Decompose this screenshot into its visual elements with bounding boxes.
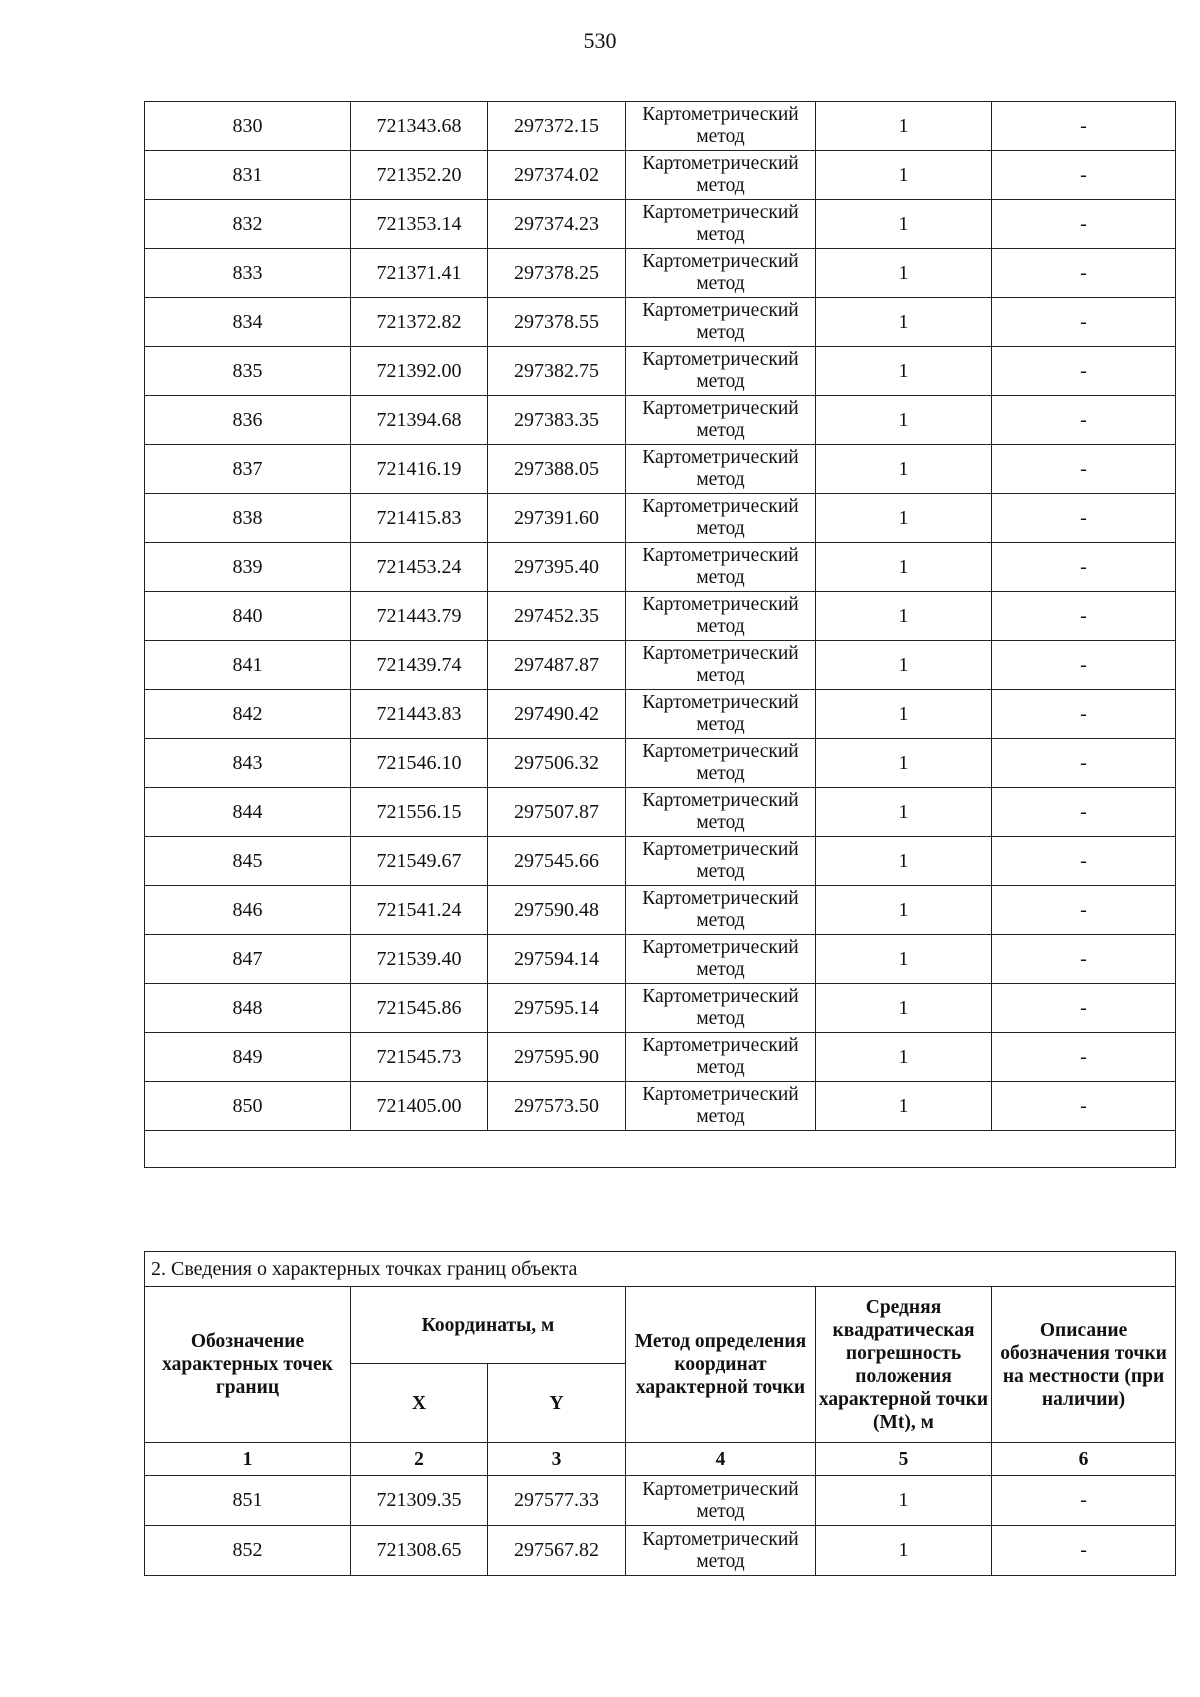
cell-method: Картометрический метод	[626, 200, 816, 249]
cell-method: Картометрический метод	[626, 739, 816, 788]
cell-accuracy: 1	[816, 396, 992, 445]
cell-method: Картометрический метод	[626, 935, 816, 984]
cell-description: -	[992, 886, 1176, 935]
cell-description: -	[992, 1033, 1176, 1082]
cell-accuracy: 1	[816, 641, 992, 690]
cell-point-id: 843	[145, 739, 351, 788]
table-row	[145, 984, 1176, 1033]
table-row	[145, 935, 1176, 984]
cell-point-id: 851	[145, 1476, 351, 1526]
boundary-points-table	[144, 1251, 1176, 1576]
column-number: 3	[488, 1443, 626, 1476]
cell-accuracy: 1	[816, 837, 992, 886]
cell-y: 297388.05	[488, 445, 626, 494]
cell-method: Картометрический метод	[626, 984, 816, 1033]
cell-method: Картометрический метод	[626, 102, 816, 151]
cell-y: 297573.50	[488, 1082, 626, 1131]
cell-y: 297595.90	[488, 1033, 626, 1082]
cell-x: 721439.74	[351, 641, 488, 690]
cell-description: -	[992, 837, 1176, 886]
cell-y: 297374.02	[488, 151, 626, 200]
column-number: 4	[626, 1443, 816, 1476]
cell-description: -	[992, 102, 1176, 151]
cell-accuracy: 1	[816, 1476, 992, 1526]
cell-y: 297577.33	[488, 1476, 626, 1526]
cell-x: 721545.73	[351, 1033, 488, 1082]
cell-x: 721453.24	[351, 543, 488, 592]
cell-accuracy: 1	[816, 1526, 992, 1576]
cell-x: 721352.20	[351, 151, 488, 200]
cell-method: Картометрический метод	[626, 788, 816, 837]
cell-y: 297378.55	[488, 298, 626, 347]
cell-method: Картометрический метод	[626, 1476, 816, 1526]
header-description: Описание обозначения точки на местности (при наличии)	[992, 1287, 1176, 1443]
table-row	[145, 445, 1176, 494]
cell-y: 297391.60	[488, 494, 626, 543]
section-title: 2. Сведения о характерных точках границ объекта	[145, 1252, 1176, 1287]
cell-method: Картометрический метод	[626, 151, 816, 200]
cell-accuracy: 1	[816, 788, 992, 837]
cell-point-id: 845	[145, 837, 351, 886]
column-number: 1	[145, 1443, 351, 1476]
cell-description: -	[992, 788, 1176, 837]
cell-point-id: 841	[145, 641, 351, 690]
column-numbers-row	[145, 1443, 1176, 1476]
cell-point-id: 839	[145, 543, 351, 592]
header-point-designation: Обозначение характерных точек границ	[145, 1287, 351, 1443]
cell-description: -	[992, 592, 1176, 641]
cell-description: -	[992, 494, 1176, 543]
cell-point-id: 830	[145, 102, 351, 151]
cell-accuracy: 1	[816, 984, 992, 1033]
cell-x: 721415.83	[351, 494, 488, 543]
cell-y: 297545.66	[488, 837, 626, 886]
cell-method: Картометрический метод	[626, 347, 816, 396]
cell-method: Картометрический метод	[626, 1526, 816, 1576]
cell-point-id: 852	[145, 1526, 351, 1576]
cell-x: 721308.65	[351, 1526, 488, 1576]
cell-x: 721353.14	[351, 200, 488, 249]
cell-accuracy: 1	[816, 690, 992, 739]
cell-point-id: 838	[145, 494, 351, 543]
header-coordinates: Координаты, м	[351, 1287, 626, 1364]
cell-method: Картометрический метод	[626, 641, 816, 690]
table-row	[145, 298, 1176, 347]
cell-accuracy: 1	[816, 347, 992, 396]
table-row	[145, 1033, 1176, 1082]
cell-point-id: 850	[145, 1082, 351, 1131]
cell-method: Картометрический метод	[626, 837, 816, 886]
cell-method: Картометрический метод	[626, 690, 816, 739]
cell-x: 721549.67	[351, 837, 488, 886]
cell-point-id: 846	[145, 886, 351, 935]
cell-point-id: 836	[145, 396, 351, 445]
cell-accuracy: 1	[816, 935, 992, 984]
cell-point-id: 837	[145, 445, 351, 494]
cell-accuracy: 1	[816, 543, 992, 592]
cell-method: Картометрический метод	[626, 249, 816, 298]
cell-y: 297372.15	[488, 102, 626, 151]
boundary-points-table-body	[145, 1476, 1176, 1576]
cell-accuracy: 1	[816, 249, 992, 298]
cell-point-id: 844	[145, 788, 351, 837]
cell-point-id: 835	[145, 347, 351, 396]
cell-y: 297487.87	[488, 641, 626, 690]
table-row	[145, 641, 1176, 690]
cell-y: 297490.42	[488, 690, 626, 739]
cell-description: -	[992, 347, 1176, 396]
cell-method: Картометрический метод	[626, 396, 816, 445]
cell-description: -	[992, 739, 1176, 788]
cell-x: 721394.68	[351, 396, 488, 445]
cell-y: 297374.23	[488, 200, 626, 249]
cell-accuracy: 1	[816, 102, 992, 151]
table-row	[145, 494, 1176, 543]
cell-method: Картометрический метод	[626, 1033, 816, 1082]
column-number: 6	[992, 1443, 1176, 1476]
cell-point-id: 832	[145, 200, 351, 249]
cell-y: 297378.25	[488, 249, 626, 298]
cell-description: -	[992, 984, 1176, 1033]
cell-y: 297594.14	[488, 935, 626, 984]
cell-x: 721443.79	[351, 592, 488, 641]
cell-point-id: 834	[145, 298, 351, 347]
column-number: 2	[351, 1443, 488, 1476]
header-method: Метод определения координат характерной точки	[626, 1287, 816, 1443]
cell-description: -	[992, 200, 1176, 249]
cell-description: -	[992, 641, 1176, 690]
column-number: 5	[816, 1443, 992, 1476]
cell-method: Картометрический метод	[626, 1082, 816, 1131]
header-accuracy: Средняя квадратическая погрешность положения характерной точки (Mt), м	[816, 1287, 992, 1443]
cell-x: 721405.00	[351, 1082, 488, 1131]
cell-accuracy: 1	[816, 1033, 992, 1082]
table-row	[145, 396, 1176, 445]
cell-point-id: 848	[145, 984, 351, 1033]
cell-description: -	[992, 151, 1176, 200]
cell-y: 297452.35	[488, 592, 626, 641]
cell-method: Картометрический метод	[626, 592, 816, 641]
empty-row	[145, 1131, 1176, 1168]
cell-description: -	[992, 396, 1176, 445]
table-row	[145, 249, 1176, 298]
coordinates-table-body	[145, 102, 1176, 1168]
cell-x: 721372.82	[351, 298, 488, 347]
cell-x: 721392.00	[351, 347, 488, 396]
cell-x: 721541.24	[351, 886, 488, 935]
cell-x: 721539.40	[351, 935, 488, 984]
cell-x: 721416.19	[351, 445, 488, 494]
cell-accuracy: 1	[816, 739, 992, 788]
cell-method: Картометрический метод	[626, 543, 816, 592]
page-number: 530	[583, 28, 617, 53]
cell-point-id: 831	[145, 151, 351, 200]
cell-point-id: 833	[145, 249, 351, 298]
cell-y: 297395.40	[488, 543, 626, 592]
table-row	[145, 200, 1176, 249]
table-row	[145, 886, 1176, 935]
cell-y: 297507.87	[488, 788, 626, 837]
cell-accuracy: 1	[816, 151, 992, 200]
table-row	[145, 1476, 1176, 1526]
cell-accuracy: 1	[816, 592, 992, 641]
cell-accuracy: 1	[816, 494, 992, 543]
cell-x: 721371.41	[351, 249, 488, 298]
cell-y: 297383.35	[488, 396, 626, 445]
cell-description: -	[992, 445, 1176, 494]
cell-description: -	[992, 935, 1176, 984]
cell-x: 721309.35	[351, 1476, 488, 1526]
cell-x: 721343.68	[351, 102, 488, 151]
cell-y: 297590.48	[488, 886, 626, 935]
cell-point-id: 840	[145, 592, 351, 641]
table-row	[145, 592, 1176, 641]
cell-y: 297382.75	[488, 347, 626, 396]
cell-accuracy: 1	[816, 200, 992, 249]
cell-point-id: 847	[145, 935, 351, 984]
table-row	[145, 151, 1176, 200]
cell-method: Картометрический метод	[626, 886, 816, 935]
cell-point-id: 842	[145, 690, 351, 739]
cell-x: 721546.10	[351, 739, 488, 788]
cell-description: -	[992, 543, 1176, 592]
cell-description: -	[992, 1526, 1176, 1576]
table-row	[145, 788, 1176, 837]
cell-description: -	[992, 249, 1176, 298]
cell-method: Картометрический метод	[626, 494, 816, 543]
cell-accuracy: 1	[816, 886, 992, 935]
cell-x: 721545.86	[351, 984, 488, 1033]
header-x: X	[351, 1364, 488, 1443]
table-row	[145, 690, 1176, 739]
table-row	[145, 739, 1176, 788]
cell-x: 721556.15	[351, 788, 488, 837]
cell-accuracy: 1	[816, 445, 992, 494]
cell-point-id: 849	[145, 1033, 351, 1082]
cell-method: Картометрический метод	[626, 445, 816, 494]
table-row	[145, 1526, 1176, 1576]
cell-description: -	[992, 690, 1176, 739]
cell-accuracy: 1	[816, 298, 992, 347]
empty-cell	[145, 1131, 1176, 1168]
cell-y: 297567.82	[488, 1526, 626, 1576]
table-row	[145, 837, 1176, 886]
cell-description: -	[992, 1476, 1176, 1526]
cell-accuracy: 1	[816, 1082, 992, 1131]
cell-description: -	[992, 298, 1176, 347]
cell-y: 297595.14	[488, 984, 626, 1033]
table-row	[145, 102, 1176, 151]
table-row	[145, 543, 1176, 592]
cell-x: 721443.83	[351, 690, 488, 739]
cell-description: -	[992, 1082, 1176, 1131]
cell-method: Картометрический метод	[626, 298, 816, 347]
cell-y: 297506.32	[488, 739, 626, 788]
table-row	[145, 1082, 1176, 1131]
table-row	[145, 347, 1176, 396]
header-y: Y	[488, 1364, 626, 1443]
coordinates-table-continued	[144, 101, 1176, 1168]
